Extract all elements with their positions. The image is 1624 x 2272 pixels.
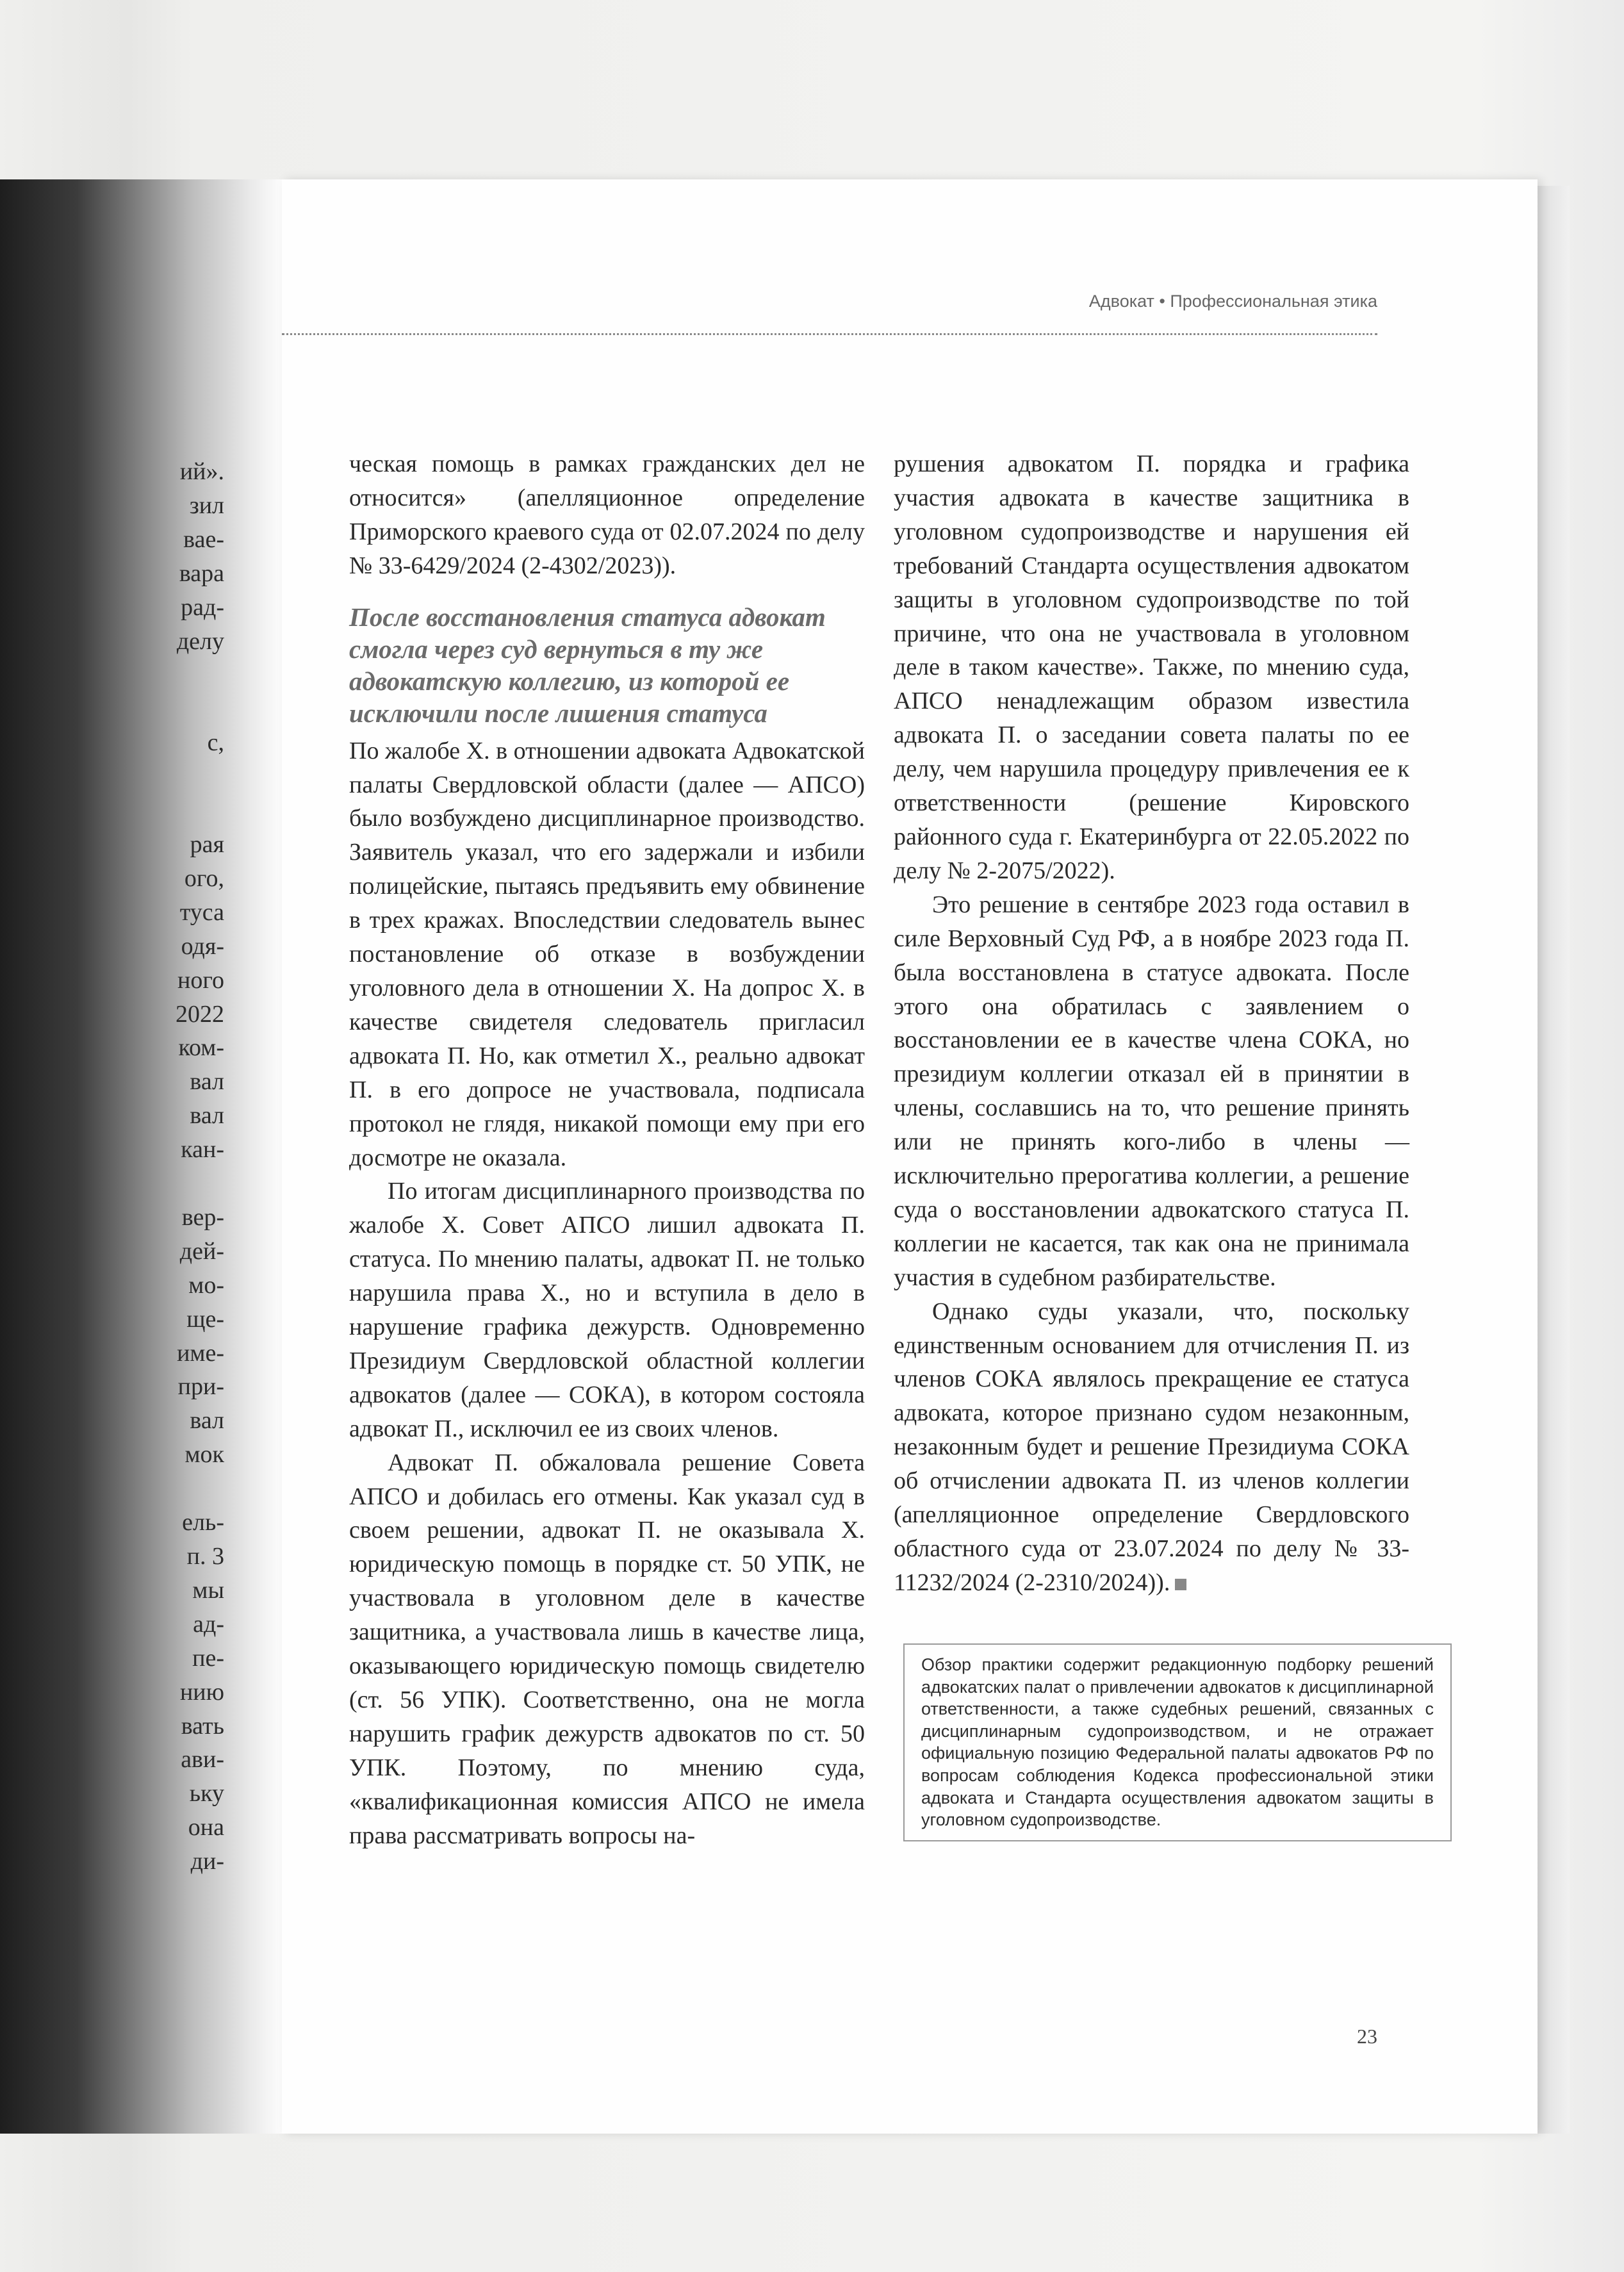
previous-page-text-fragments: ий». зил вае- вара рад- делу с, рая ого, туса одя- ного 2022 ком- вал вал кан- вер- дей- мо- ще- име- при- вал мок ель- п. 3 мы ад- пе- нию вать ави- ьку она ди- [176, 458, 224, 1875]
editorial-note-box: Обзор практики содержит редакционную подборку решений адвокатских палат о привлечении адвокатов к дисциплинарной ответственности, а также судебных решений, связанных с дисциплинарным судопроизводством, и не отражает официальную позицию Федеральной палаты адвокатов РФ по вопросам соблюдения Кодекса профессиональной этики адвоката и Стандарта осуществления адвокатом защиты в уголовном судопроизводстве. [903, 1643, 1452, 1841]
section-heading: После восстановления статуса адвокат смогла через суд вернуться в ту же адвокатскую коллегию, из которой ее исключили после лишения статуса [349, 602, 826, 728]
running-head: Адвокат • Профессиональная этика [1088, 292, 1377, 311]
paragraph-final [894, 1295, 1409, 1600]
header-dotted-rule [282, 333, 1377, 335]
page-number: 23 [1357, 2025, 1377, 2048]
paragraph: Адвокат П. обжаловала решение Совета АПСО и добилась его отмены. Как указал суд в своем решении, адвокат П. не оказывала Х. юридическую помощь в порядке ст. 50 УПК, не участвовала в уголовном деле в качестве защитника, а участвовала лишь в качестве лица, оказывающего юридическую помощь свидетелю (ст. 56 УПК). Соответственно, она не могла нарушить график дежурств адвокатов по ст. 50 УПК. Поэтому, по мнению суда, «квалификационная комиссия АПСО не имела права рассматривать вопросы на- [349, 1449, 865, 1849]
paragraph-text: Однако суды указали, что, поскольку единственным основанием для отчисления П. из членов СОКА являлось прекращение ее статуса адвоката, которое признано судом незаконным, незаконным будет и решение Президиума СОКА об отчислении адвоката П. из членов коллегии (апелляционное определение Свердловского областного суда от 23.07.2024 по делу № 33-11232/2024 (2-2310/2024)). [894, 1297, 1409, 1596]
paragraph: По жалобе Х. в отношении адвоката Адвокатской палаты Свердловской области (далее — АПСО) было возбуждено дисциплинарное производство. Заявитель указал, что его задержали и избили полицейские, пытаясь предъявить ему обвинение в трех кражах. Впоследствии следователь вынес постановление об отказе в возбуждении уголовного дела в отношении Х. На допрос Х. в качестве свидетеля следователь пригласил адвоката П. Но, как отметил Х., реально адвокат П. в его допросе не участвовала, подписала протокол не глядя, никакой помощи ему при его досмотре не оказала. [349, 737, 865, 1171]
paragraph-continuation: рушения адвокатом П. порядка и графика участия адвоката в качестве защитника в уголовном судопроизводстве и нарушения ей требований Стандарта осуществления адвокатом защиты в уголовном судопроизводстве по той причине, что она не участвовала в уголовном деле в таком качестве». Также, по мнению суда, АПСО ненадлежащим образом известила адвоката П. о заседании совета палаты по ее делу, чем нарушила процедуру привлечения ее к ответственности (решение Кировского районного суда г. Екатеринбурга от 22.05.2022 по делу № 2-2075/2022). [894, 450, 1409, 884]
left-column [349, 447, 865, 1853]
end-of-article-square-icon [1175, 1579, 1186, 1590]
magazine-page [282, 179, 1538, 2134]
right-column [894, 447, 1409, 1600]
previous-page-edge [0, 179, 282, 2134]
paragraph: По итогам дисциплинарного производства по жалобе Х. Совет АПСО лишил адвоката П. статуса. По мнению палаты, адвокат П. не только нарушила права Х., но и вступила в дело в нарушение графика дежурств. Одновременно Президиум Свердловской областной коллегии адвокатов (далее — СОКА), в котором состояла адвокат П., исключил ее из своих членов. [349, 1178, 865, 1442]
paragraph: Это решение в сентябре 2023 года оставил в силе Верховный Суд РФ, а в ноябре 2023 года П. была восстановлена в статусе адвоката. После этого она обратилась с заявлением о восстановлении ее в качестве члена СОКА, но президиум коллегии отказал ей в принятии в члены, сославшись на то, что решение принять или не принять кого-либо в члены — исключительно прерогатива коллегии, а решение суда о восстановлении адвокатского статуса П. коллегии не касается, так как она не принимала участия в судебном разбирательстве. [894, 891, 1409, 1291]
paragraph-continuation: ческая помощь в рамках гражданских дел не относится» (апелляционное определение Приморского краевого суда от 02.07.2024 по делу № 33-6429/2024 (2-4302/2023)). [349, 450, 865, 579]
